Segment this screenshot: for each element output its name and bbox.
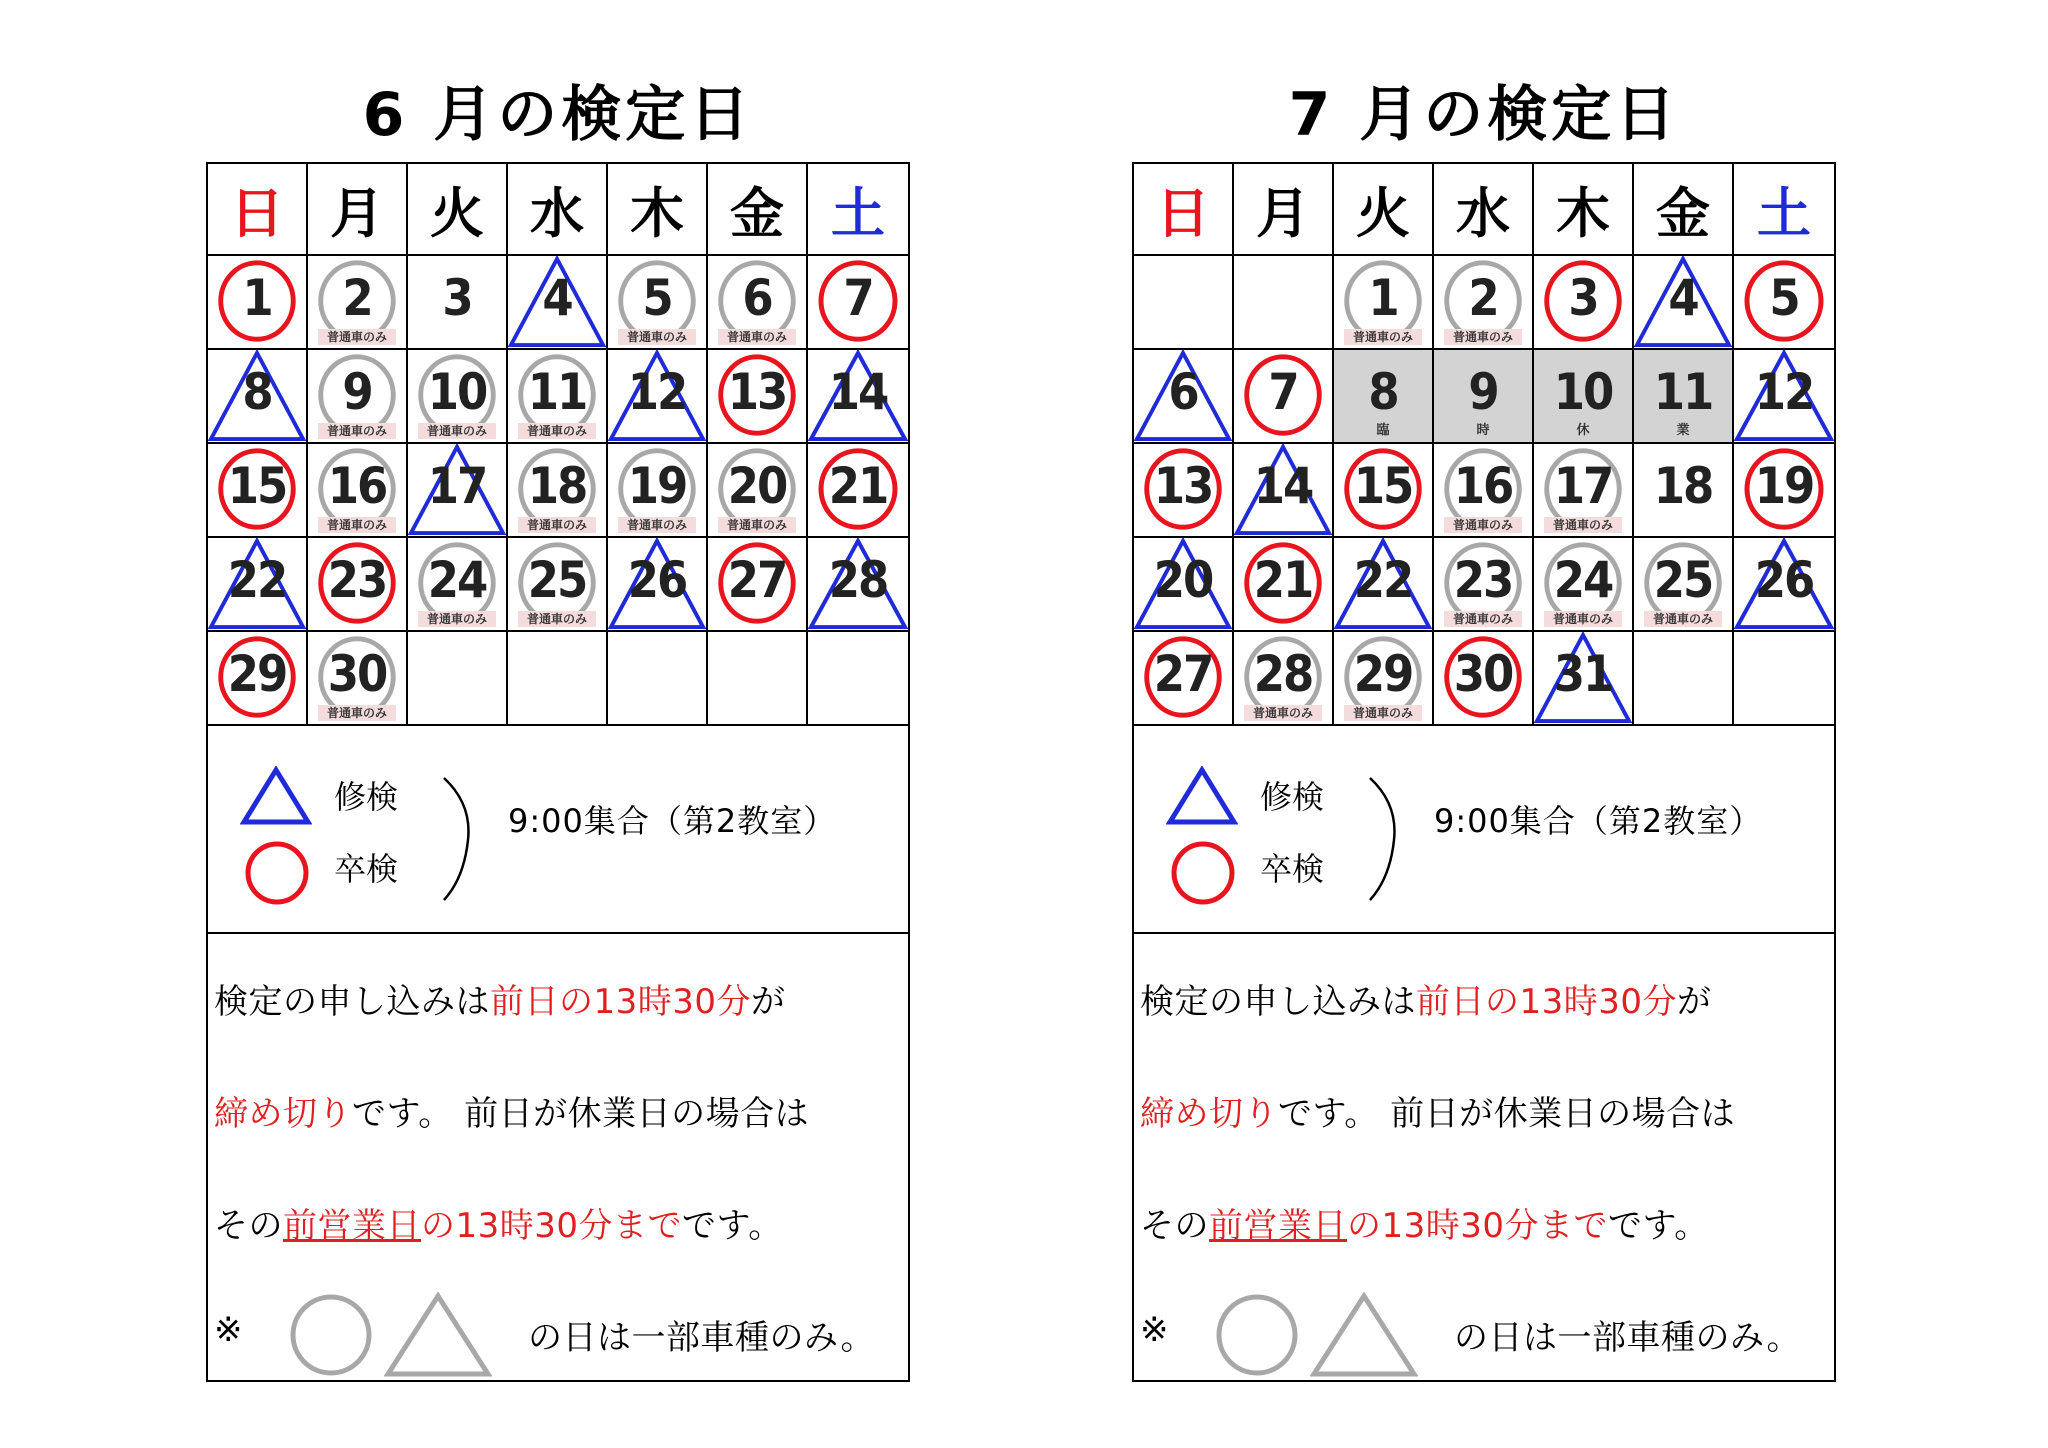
calendar-day (408, 632, 508, 726)
day-number: 26 (627, 551, 687, 609)
calendar-day (1434, 632, 1534, 726)
day-number: 18 (1653, 457, 1713, 515)
calendar-day (1134, 538, 1234, 632)
calendar-day (1534, 256, 1634, 350)
brace-icon (438, 774, 478, 904)
circle-icon (1170, 840, 1236, 906)
calendar-day (408, 256, 508, 350)
calendar-day (1534, 632, 1634, 726)
calendar-day (1434, 256, 1534, 350)
day-note: 普通車のみ (1544, 611, 1622, 627)
calendar-day (1434, 444, 1534, 538)
day-note: 普通車のみ (618, 329, 696, 345)
day-note: 普通車のみ (318, 423, 396, 439)
calendar-day (1234, 256, 1334, 350)
day-number: 30 (327, 645, 387, 703)
weekday-header: 日 (1134, 164, 1234, 256)
day-number: 15 (1353, 457, 1413, 515)
calendar-grid (1134, 164, 1834, 726)
calendar-day (1234, 444, 1334, 538)
day-number: 12 (1754, 363, 1814, 421)
calendar-day (708, 350, 808, 444)
day-number: 7 (843, 269, 873, 327)
day-number: 28 (1253, 645, 1313, 703)
weekday-header: 水 (1434, 164, 1534, 256)
note-line-3: その前営業日の13時30分までです。 (1140, 1206, 1709, 1246)
legend (208, 726, 908, 934)
day-note: 普通車のみ (1344, 329, 1422, 345)
day-number: 5 (1769, 269, 1799, 327)
calendar-day (808, 256, 908, 350)
weekday-header: 月 (308, 164, 408, 256)
calendar-day (1634, 256, 1734, 350)
day-number: 22 (227, 551, 287, 609)
day-number: 10 (427, 363, 487, 421)
day-note: 普通車のみ (318, 705, 396, 721)
day-number: 6 (1168, 363, 1198, 421)
calendar-day (308, 444, 408, 538)
calendar-day (808, 444, 908, 538)
day-number: 9 (1468, 363, 1498, 421)
calendar-day (1134, 444, 1234, 538)
day-note: 普通車のみ (1344, 705, 1422, 721)
calendar-day (608, 632, 708, 726)
calendar-day (1734, 538, 1834, 632)
triangle-icon (1166, 766, 1238, 826)
calendar-day (208, 444, 308, 538)
calendar-day (608, 444, 708, 538)
legend-shuken: 修検 (1260, 778, 1325, 816)
calendar-day (1334, 350, 1434, 444)
day-number: 21 (1253, 551, 1313, 609)
day-number: 21 (828, 457, 888, 515)
day-number: 7 (1268, 363, 1298, 421)
brace-icon (1364, 774, 1404, 904)
calendar-day (808, 632, 908, 726)
calendar-box (206, 162, 910, 1382)
calendar-day (208, 538, 308, 632)
calendar-day (1334, 256, 1434, 350)
calendar-day (1434, 350, 1534, 444)
note-line-3: その前営業日の13時30分までです。 (214, 1206, 783, 1246)
calendar-day (1334, 632, 1434, 726)
calendar-day (1334, 444, 1434, 538)
day-number: 11 (527, 363, 587, 421)
day-number: 15 (227, 457, 287, 515)
day-number: 1 (1368, 269, 1398, 327)
triangle-icon (240, 766, 312, 826)
day-note: 普通車のみ (1644, 611, 1722, 627)
weekday-header: 木 (1534, 164, 1634, 256)
calendar-day (1634, 632, 1734, 726)
calendar-day (508, 538, 608, 632)
calendar-day (708, 256, 808, 350)
day-number: 26 (1754, 551, 1814, 609)
day-note: 臨 (1376, 423, 1390, 438)
day-note: 普通車のみ (1444, 611, 1522, 627)
calendar-day (1134, 350, 1234, 444)
day-number: 8 (242, 363, 272, 421)
day-number: 29 (1353, 645, 1413, 703)
day-number: 2 (1468, 269, 1498, 327)
calendar-day (208, 632, 308, 726)
day-note: 普通車のみ (1244, 705, 1322, 721)
day-number: 5 (642, 269, 672, 327)
calendar-day (1734, 256, 1834, 350)
day-number: 31 (1553, 645, 1613, 703)
day-number: 20 (727, 457, 787, 515)
calendar-day (308, 256, 408, 350)
calendar-day (708, 538, 808, 632)
note-line-4: ※ の日は一部車種のみ。 (1140, 1292, 1840, 1382)
note-line-1: 検定の申し込みは前日の13時30分が (1140, 982, 1712, 1022)
day-note: 普通車のみ (518, 611, 596, 627)
notes (1134, 934, 1834, 1380)
assembly-time: 9:00集合（第2教室） (508, 802, 837, 840)
calendar-day (708, 444, 808, 538)
calendar-day (508, 350, 608, 444)
day-note: 普通車のみ (418, 423, 496, 439)
day-note: 休 (1576, 423, 1590, 438)
day-number: 3 (442, 269, 472, 327)
calendar-grid (208, 164, 908, 726)
day-number: 8 (1368, 363, 1398, 421)
calendar-day (1534, 350, 1634, 444)
calendar-day (508, 256, 608, 350)
month-title: 7 月の検定日 (1288, 80, 1680, 150)
calendar-day (708, 632, 808, 726)
day-number: 30 (1453, 645, 1513, 703)
calendar-day (608, 350, 708, 444)
calendar-day (1634, 350, 1734, 444)
july-panel (1132, 70, 1836, 1358)
calendar-day (408, 538, 508, 632)
calendar-day (1634, 538, 1734, 632)
day-number: 23 (327, 551, 387, 609)
calendar-day (808, 350, 908, 444)
calendar-day (608, 538, 708, 632)
calendar-day (308, 538, 408, 632)
calendar-day (408, 350, 508, 444)
day-number: 14 (828, 363, 888, 421)
weekday-header: 火 (1334, 164, 1434, 256)
calendar-day (1734, 350, 1834, 444)
legend-sotsuken: 卒検 (334, 850, 399, 888)
calendar-day (1334, 538, 1434, 632)
day-number: 11 (1653, 363, 1713, 421)
legend-sotsuken: 卒検 (1260, 850, 1325, 888)
june-panel (206, 70, 910, 1358)
day-number: 27 (727, 551, 787, 609)
day-number: 10 (1553, 363, 1613, 421)
calendar-day (308, 632, 408, 726)
day-note: 普通車のみ (618, 517, 696, 533)
calendar-day (1434, 538, 1534, 632)
weekday-header: 木 (608, 164, 708, 256)
day-number: 23 (1453, 551, 1513, 609)
calendar-day (1534, 444, 1634, 538)
day-number: 20 (1153, 551, 1213, 609)
legend (1134, 726, 1834, 934)
day-number: 6 (742, 269, 772, 327)
day-note: 普通車のみ (718, 517, 796, 533)
day-number: 19 (627, 457, 687, 515)
calendar-box (1132, 162, 1836, 1382)
day-number: 13 (727, 363, 787, 421)
day-number: 13 (1153, 457, 1213, 515)
calendar-day (808, 538, 908, 632)
day-number: 2 (342, 269, 372, 327)
note-line-2: 締め切りです。 前日が休業日の場合は (214, 1094, 810, 1134)
assembly-time: 9:00集合（第2教室） (1434, 802, 1763, 840)
day-note: 普通車のみ (1544, 517, 1622, 533)
gray-circle-icon (288, 1292, 374, 1378)
calendar-day (608, 256, 708, 350)
calendar-day (1234, 632, 1334, 726)
day-number: 3 (1568, 269, 1598, 327)
day-note: 普通車のみ (518, 517, 596, 533)
calendar-day (408, 444, 508, 538)
day-note: 時 (1476, 423, 1490, 438)
note-line-1: 検定の申し込みは前日の13時30分が (214, 982, 786, 1022)
day-number: 9 (342, 363, 372, 421)
day-number: 4 (542, 269, 572, 327)
calendar-day (1534, 538, 1634, 632)
weekday-header: 日 (208, 164, 308, 256)
day-note: 普通車のみ (318, 329, 396, 345)
note-line-2: 締め切りです。 前日が休業日の場合は (1140, 1094, 1736, 1134)
calendar-day (208, 256, 308, 350)
month-title: 6 月の検定日 (362, 80, 754, 150)
day-number: 16 (1453, 457, 1513, 515)
day-number: 24 (1553, 551, 1613, 609)
calendar-day (1734, 444, 1834, 538)
gray-triangle-icon (1310, 1292, 1418, 1378)
day-number: 28 (828, 551, 888, 609)
calendar-day (1734, 632, 1834, 726)
day-note: 普通車のみ (718, 329, 796, 345)
legend-shuken: 修検 (334, 778, 399, 816)
weekday-header: 金 (1634, 164, 1734, 256)
weekday-header: 金 (708, 164, 808, 256)
calendar-day (1234, 538, 1334, 632)
day-number: 22 (1353, 551, 1413, 609)
day-number: 27 (1153, 645, 1213, 703)
notes (208, 934, 908, 1380)
day-number: 1 (242, 269, 272, 327)
calendar-day (508, 632, 608, 726)
day-number: 17 (1553, 457, 1613, 515)
weekday-header: 火 (408, 164, 508, 256)
calendar-day (208, 350, 308, 444)
day-number: 29 (227, 645, 287, 703)
day-number: 19 (1754, 457, 1814, 515)
calendar-day (508, 444, 608, 538)
day-number: 12 (627, 363, 687, 421)
day-note: 普通車のみ (318, 517, 396, 533)
day-number: 25 (527, 551, 587, 609)
day-note: 普通車のみ (418, 611, 496, 627)
day-number: 24 (427, 551, 487, 609)
day-note: 業 (1676, 423, 1690, 438)
day-number: 17 (427, 457, 487, 515)
gray-circle-icon (1214, 1292, 1300, 1378)
day-number: 16 (327, 457, 387, 515)
day-note: 普通車のみ (1444, 517, 1522, 533)
day-number: 18 (527, 457, 587, 515)
weekday-header: 土 (808, 164, 908, 256)
calendar-day (1234, 350, 1334, 444)
weekday-header: 土 (1734, 164, 1834, 256)
day-note: 普通車のみ (518, 423, 596, 439)
day-number: 4 (1668, 269, 1698, 327)
calendar-day (1634, 444, 1734, 538)
gray-triangle-icon (384, 1292, 492, 1378)
calendar-day (1134, 256, 1234, 350)
day-number: 14 (1253, 457, 1313, 515)
note-line-4: ※ の日は一部車種のみ。 (214, 1292, 914, 1382)
day-number: 25 (1653, 551, 1713, 609)
calendar-day (308, 350, 408, 444)
circle-icon (244, 840, 310, 906)
weekday-header: 水 (508, 164, 608, 256)
weekday-header: 月 (1234, 164, 1334, 256)
day-note: 普通車のみ (1444, 329, 1522, 345)
calendar-day (1134, 632, 1234, 726)
